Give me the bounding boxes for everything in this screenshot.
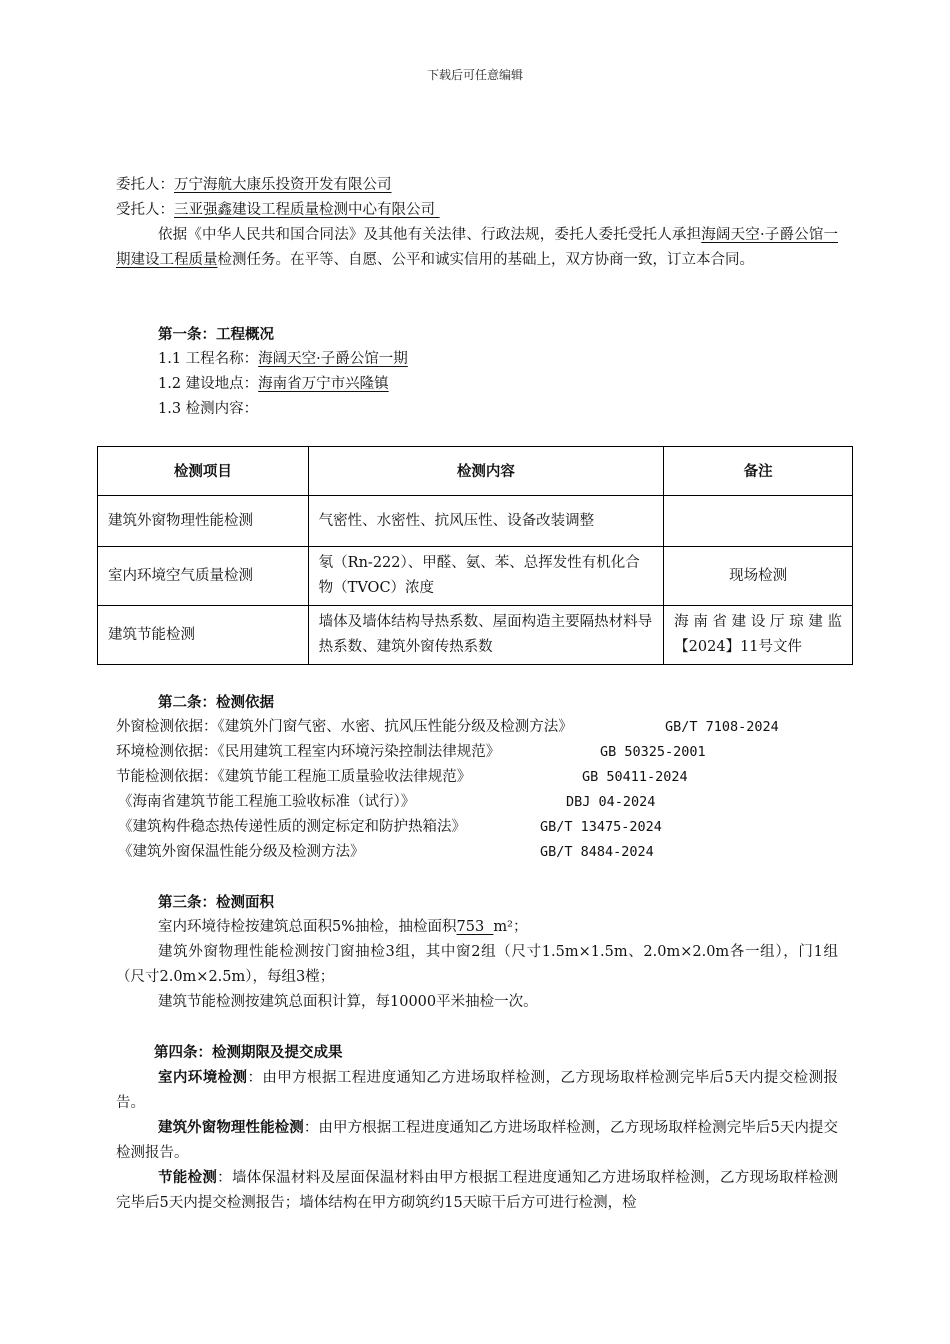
art1-title: 第一条：工程概况: [158, 326, 274, 343]
art4-p2-text: ：由甲方根据工程进度通知乙方进场取样检测，乙方现场取样检测完毕后5天内提交检测报告。: [116, 1120, 838, 1161]
art3-title: 第三条：检测面积: [158, 894, 274, 911]
table-cell-note: 现场检测: [664, 547, 853, 606]
art3-p1-post: m²；: [493, 919, 528, 935]
art1-content-label: 1.3 检测内容：: [158, 401, 259, 417]
table-cell-item: 室内环境空气质量检测: [98, 547, 309, 606]
client-name: 万宁海航大康乐投资开发有限公司: [174, 177, 392, 193]
intro-project: 海阔天空·子爵公馆一期建设工程质量: [116, 227, 838, 268]
ref-row: [118, 815, 466, 840]
art1-name-line: [158, 347, 878, 372]
ref-code: DBJ 04-2024: [566, 794, 656, 810]
intro-paragraph: [116, 223, 838, 273]
table-cell-content: 墙体及墙体结构导热系数、屋面构造主要隔热材料导热系数、建筑外窗传热系数: [308, 606, 664, 665]
table-cell-item: 建筑节能检测: [98, 606, 309, 665]
ref-code: GB 50411-2024: [582, 769, 688, 785]
inspection-table: [97, 446, 853, 665]
ref-name: 《建筑节能工程施工质量验收法律规范》: [217, 769, 472, 785]
ref-name: 《建筑外门窗气密、水密、抗风压性能分级及检测方法》: [217, 719, 573, 735]
ref-name: 《建筑外窗保温性能分级及检测方法》: [118, 844, 365, 860]
table-row: [98, 547, 853, 606]
ref-row: [116, 715, 573, 740]
client-label: 委托人：: [116, 177, 174, 193]
table-cell-content: 气密性、水密性、抗风压性、设备改装调整: [308, 496, 664, 547]
art2-title: 第二条：检测依据: [158, 694, 274, 711]
ref-code: GB/T 8484-2024: [540, 844, 654, 860]
table-cell-content: 氡（Rn-222）、甲醛、氨、苯、总挥发性有机化合物（TVOC）浓度: [308, 547, 664, 606]
ref-code: GB/T 7108-2024: [665, 719, 779, 735]
art1-site-label: 1.2 建设地点：: [158, 376, 259, 392]
art3-p1-pre: 室内环境待检按建筑总面积5%抽检，抽检面积: [158, 919, 457, 935]
table-header: 检测项目: [98, 447, 309, 496]
art4-p1-label: 室内环境检测: [158, 1069, 248, 1086]
table-cell-note: [664, 496, 853, 547]
ref-label: 节能检测依据：: [116, 769, 218, 785]
ref-row: [118, 790, 415, 815]
art4-p3: [116, 1165, 838, 1216]
art3-p2: 建筑外窗物理性能检测按门窗抽检3组，其中窗2组（尺寸1.5m×1.5m、2.0m×2.0m各一组），门1组（尺寸2.0m×2.5m），每组3樘；: [116, 944, 838, 985]
ref-name: 《建筑构件稳态热传递性质的测定标定和防护热箱法》: [118, 819, 466, 835]
ref-name: 《民用建筑工程室内环境污染控制法律规范》: [217, 744, 501, 760]
ref-name: 《海南省建筑节能工程施工验收标准（试行）》: [118, 794, 416, 810]
art1-name-label: 1.1 工程名称：: [158, 351, 259, 367]
ref-code: GB/T 13475-2024: [540, 819, 662, 835]
table-header: 备注: [664, 447, 853, 496]
art3-p1: [158, 915, 878, 940]
contractor-line: [116, 198, 836, 223]
ref-row: [118, 840, 365, 865]
art4-title: 第四条：检测期限及提交成果: [154, 1044, 343, 1061]
contractor-label: 受托人：: [116, 202, 174, 218]
ref-row: [116, 740, 500, 765]
client-line: [116, 173, 836, 198]
art4-p2: [116, 1115, 838, 1166]
art4-p3-text: ：墙体保温材料及屋面保温材料由甲方根据工程进度通知乙方进场取样检测，乙方现场取样检测完毕后5天内提交检测报告；墙体结构在甲方砌筑约15天晾干后方可进行检测，检: [116, 1170, 838, 1211]
art4-p1: [116, 1065, 838, 1116]
ref-row: [116, 765, 471, 790]
table-cell-note: 海南省建设厅琼建监【2024】11号文件: [664, 606, 853, 665]
table-cell-item: 建筑外窗物理性能检测: [98, 496, 309, 547]
contractor-name: 三亚强鑫建设工程质量检测中心有限公司: [174, 202, 435, 218]
art1-site-value: 海南省万宁市兴隆镇: [258, 376, 389, 392]
art1-site-line: [158, 372, 878, 397]
ref-code: GB 50325-2001: [600, 744, 706, 760]
art4-p2-label: 建筑外窗物理性能检测: [158, 1119, 304, 1136]
art4-p3-label: 节能检测: [158, 1169, 218, 1186]
intro-part1: 依据《中华人民共和国合同法》及其他有关法律、行政法规，委托人委托受托人承担: [158, 227, 702, 243]
art4-p1-text: ：由甲方根据工程进度通知乙方进场取样检测，乙方现场取样检测完毕后5天内提交检测报告。: [116, 1070, 838, 1111]
intro-part2: 检测任务。在平等、自愿、公平和诚实信用的基础上，双方协商一致，订立本合同。: [217, 252, 754, 268]
ref-label: 环境检测依据：: [116, 744, 218, 760]
art1-name-value: 海阔天空·子爵公馆一期: [258, 351, 408, 367]
art3-p3: 建筑节能检测按建筑总面积计算，每10000平米抽检一次。: [158, 994, 538, 1010]
table-row: [98, 606, 853, 665]
page-header-note: 下载后可任意编辑: [426, 68, 523, 82]
table-header: 检测内容: [308, 447, 664, 496]
table-row: [98, 496, 853, 547]
art3-area-value: 753: [456, 919, 494, 935]
ref-label: 外窗检测依据：: [116, 719, 218, 735]
table-header-row: [98, 447, 853, 496]
